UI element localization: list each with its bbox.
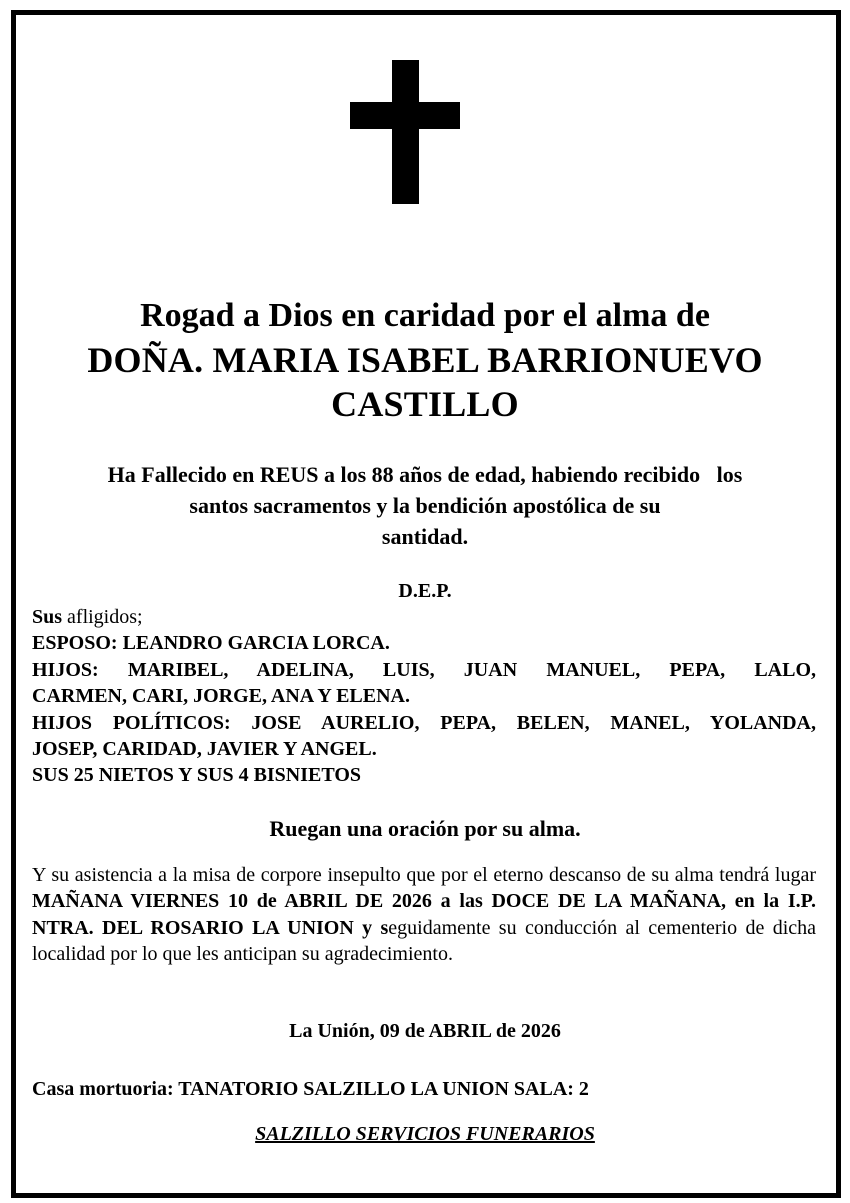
announcement-line2: santos sacramentos y la bendición apostólica de su — [189, 493, 661, 518]
funeral-provider: SALZILLO SERVICIOS FUNERARIOS — [255, 1123, 595, 1145]
family-intro-rest: afligidos; — [62, 606, 143, 628]
announcement-line3: santidad. — [381, 524, 469, 549]
announcement-line1: Ha Fallecido en REUS a los 88 años de edad, habiendo recibido los — [107, 462, 743, 487]
spouse-label: ESPOSO — [32, 632, 111, 655]
mass-location: , en la I.P. NTRA. DEL ROSARIO LA UNION y s — [32, 890, 816, 939]
children-line1: HIJOS: MARIBEL, ADELINA, LUIS, JUAN MANUEL, PEPA, LALO, — [32, 658, 816, 681]
family-intro — [32, 604, 816, 630]
place-date: La Unión, 09 de ABRIL de 2026 — [289, 1020, 561, 1042]
mass-text-a: Y su asistencia a la misa de corpore insepulto que por el eterno descanso de su alma tendrá lugar — [32, 864, 816, 886]
intro-text: Rogad a Dios en caridad por el alma de — [140, 297, 710, 334]
children-line2: CARMEN, CARI, JORGE, ANA Y ELENA. — [32, 685, 410, 708]
family-intro-bold: Sus — [32, 606, 63, 628]
deceased-name-line1: DOÑA. MARIA ISABEL BARRIONUEVO — [87, 340, 763, 380]
cross-icon — [0, 0, 850, 220]
family-spouse — [32, 630, 816, 656]
deceased-name-line2: CASTILLO — [331, 384, 519, 424]
death-announcement — [40, 459, 810, 552]
descendants-line: SUS 25 NIETOS Y SUS 4 BISNIETOS — [32, 764, 362, 787]
inlaws-line2: JOSEP, CARIDAD, JAVIER Y ANGEL. — [32, 738, 377, 761]
family-list — [32, 604, 816, 789]
mass-details — [32, 862, 816, 968]
inlaws-line1: HIJOS POLÍTICOS: JOSE AURELIO, PEPA, BELEN, MANEL, YOLANDA, — [32, 711, 816, 734]
prayer-request: Ruegan una oración por su alma. — [269, 816, 581, 841]
deceased-name — [30, 338, 820, 426]
spouse-value: : LEANDRO GARCIA LORCA. — [110, 632, 390, 655]
dep-text: D.E.P. — [398, 580, 452, 602]
mass-date: MAÑANA VIERNES 10 de ABRIL DE 2026 a las DOCE DE LA MAÑANA — [32, 890, 722, 913]
funeral-home: Casa mortuoria: TANATORIO SALZILLO LA UNION SALA: 2 — [32, 1078, 589, 1100]
mass-text-c: eguidamente su conducción al cementerio de dicha localidad por lo que les anticipan su agradecimiento. — [32, 916, 816, 966]
